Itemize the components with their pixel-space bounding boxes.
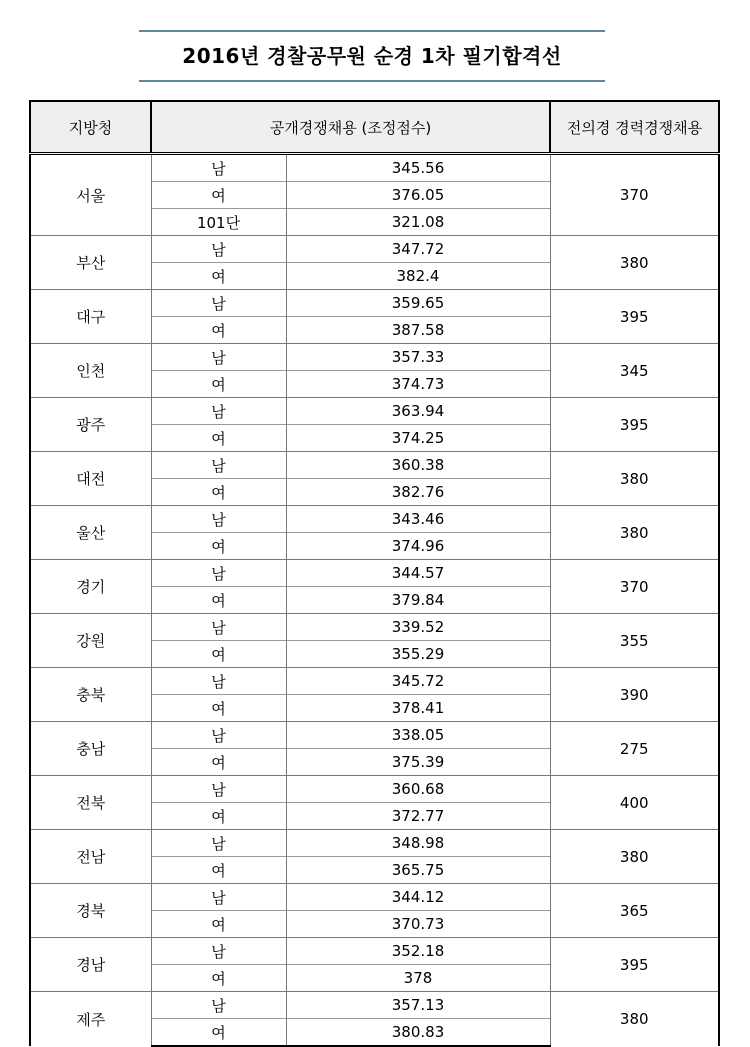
table-header-row <box>30 101 719 154</box>
gender-cell: 여 <box>151 263 286 290</box>
career-cutoff-cell: 355 <box>550 614 719 668</box>
region-cell: 부산 <box>30 236 151 290</box>
title-banner <box>139 30 605 82</box>
score-cell: 374.25 <box>286 425 550 452</box>
table-row <box>30 398 719 425</box>
score-cell: 321.08 <box>286 209 550 236</box>
score-cell: 347.72 <box>286 236 550 263</box>
career-cutoff-cell: 395 <box>550 398 719 452</box>
score-cell: 382.4 <box>286 263 550 290</box>
gender-cell: 남 <box>151 668 286 695</box>
score-cell: 357.33 <box>286 344 550 371</box>
gender-cell: 101단 <box>151 209 286 236</box>
career-cutoff-cell: 370 <box>550 154 719 236</box>
region-cell: 서울 <box>30 154 151 236</box>
score-cell: 360.68 <box>286 776 550 803</box>
table-row <box>30 884 719 911</box>
career-cutoff-cell: 275 <box>550 722 719 776</box>
table-row <box>30 668 719 695</box>
score-cell: 352.18 <box>286 938 550 965</box>
gender-cell: 남 <box>151 614 286 641</box>
gender-cell: 남 <box>151 830 286 857</box>
table-row <box>30 560 719 587</box>
gender-cell: 여 <box>151 857 286 884</box>
table-body <box>30 154 719 1047</box>
region-cell: 울산 <box>30 506 151 560</box>
career-cutoff-cell: 400 <box>550 776 719 830</box>
gender-cell: 남 <box>151 884 286 911</box>
region-cell: 충북 <box>30 668 151 722</box>
score-cell: 344.12 <box>286 884 550 911</box>
gender-cell: 남 <box>151 938 286 965</box>
career-cutoff-cell: 380 <box>550 830 719 884</box>
gender-cell: 여 <box>151 695 286 722</box>
table-row <box>30 614 719 641</box>
score-cell: 379.84 <box>286 587 550 614</box>
table-row <box>30 290 719 317</box>
table-row <box>30 154 719 182</box>
table-row <box>30 506 719 533</box>
gender-cell: 남 <box>151 290 286 317</box>
header-region: 지방청 <box>30 101 151 154</box>
region-cell: 경기 <box>30 560 151 614</box>
career-cutoff-cell: 365 <box>550 884 719 938</box>
score-cell: 343.46 <box>286 506 550 533</box>
career-cutoff-cell: 390 <box>550 668 719 722</box>
score-cell: 365.75 <box>286 857 550 884</box>
career-cutoff-cell: 380 <box>550 992 719 1047</box>
score-cell: 374.73 <box>286 371 550 398</box>
cutoff-table <box>29 100 720 1047</box>
region-cell: 광주 <box>30 398 151 452</box>
score-cell: 345.72 <box>286 668 550 695</box>
gender-cell: 여 <box>151 533 286 560</box>
score-cell: 339.52 <box>286 614 550 641</box>
gender-cell: 여 <box>151 911 286 938</box>
score-cell: 359.65 <box>286 290 550 317</box>
table-row <box>30 722 719 749</box>
header-open-recruitment: 공개경쟁채용 (조정점수) <box>151 101 550 154</box>
gender-cell: 여 <box>151 965 286 992</box>
region-cell: 강원 <box>30 614 151 668</box>
gender-cell: 여 <box>151 641 286 668</box>
page-title: 2016년 경찰공무원 순경 1차 필기합격선 <box>182 44 562 68</box>
score-cell: 355.29 <box>286 641 550 668</box>
table-row <box>30 776 719 803</box>
gender-cell: 여 <box>151 1019 286 1047</box>
region-cell: 대구 <box>30 290 151 344</box>
table-row <box>30 344 719 371</box>
gender-cell: 여 <box>151 587 286 614</box>
career-cutoff-cell: 370 <box>550 560 719 614</box>
career-cutoff-cell: 395 <box>550 938 719 992</box>
score-cell: 374.96 <box>286 533 550 560</box>
score-cell: 372.77 <box>286 803 550 830</box>
title-bottom-rule <box>139 80 605 82</box>
gender-cell: 남 <box>151 776 286 803</box>
score-cell: 376.05 <box>286 182 550 209</box>
score-cell: 348.98 <box>286 830 550 857</box>
gender-cell: 남 <box>151 560 286 587</box>
region-cell: 인천 <box>30 344 151 398</box>
career-cutoff-cell: 345 <box>550 344 719 398</box>
gender-cell: 여 <box>151 479 286 506</box>
gender-cell: 여 <box>151 803 286 830</box>
region-cell: 경북 <box>30 884 151 938</box>
region-cell: 충남 <box>30 722 151 776</box>
score-cell: 387.58 <box>286 317 550 344</box>
header-career-recruitment: 전의경 경력경쟁채용 <box>550 101 719 154</box>
region-cell: 전북 <box>30 776 151 830</box>
score-cell: 378.41 <box>286 695 550 722</box>
gender-cell: 남 <box>151 236 286 263</box>
gender-cell: 여 <box>151 749 286 776</box>
region-cell: 제주 <box>30 992 151 1047</box>
score-cell: 360.38 <box>286 452 550 479</box>
score-cell: 344.57 <box>286 560 550 587</box>
score-cell: 363.94 <box>286 398 550 425</box>
table-row <box>30 452 719 479</box>
gender-cell: 남 <box>151 722 286 749</box>
gender-cell: 남 <box>151 344 286 371</box>
gender-cell: 여 <box>151 182 286 209</box>
gender-cell: 남 <box>151 506 286 533</box>
score-cell: 370.73 <box>286 911 550 938</box>
career-cutoff-cell: 395 <box>550 290 719 344</box>
career-cutoff-cell: 380 <box>550 236 719 290</box>
table-row <box>30 992 719 1019</box>
table-row <box>30 938 719 965</box>
score-cell: 357.13 <box>286 992 550 1019</box>
region-cell: 경남 <box>30 938 151 992</box>
gender-cell: 남 <box>151 154 286 182</box>
gender-cell: 여 <box>151 425 286 452</box>
score-cell: 378 <box>286 965 550 992</box>
career-cutoff-cell: 380 <box>550 452 719 506</box>
gender-cell: 남 <box>151 398 286 425</box>
score-cell: 345.56 <box>286 154 550 182</box>
region-cell: 대전 <box>30 452 151 506</box>
gender-cell: 여 <box>151 317 286 344</box>
career-cutoff-cell: 380 <box>550 506 719 560</box>
score-cell: 382.76 <box>286 479 550 506</box>
region-cell: 전남 <box>30 830 151 884</box>
score-cell: 380.83 <box>286 1019 550 1047</box>
gender-cell: 남 <box>151 992 286 1019</box>
score-cell: 375.39 <box>286 749 550 776</box>
gender-cell: 남 <box>151 452 286 479</box>
gender-cell: 여 <box>151 371 286 398</box>
table-row <box>30 830 719 857</box>
table-row <box>30 236 719 263</box>
score-cell: 338.05 <box>286 722 550 749</box>
